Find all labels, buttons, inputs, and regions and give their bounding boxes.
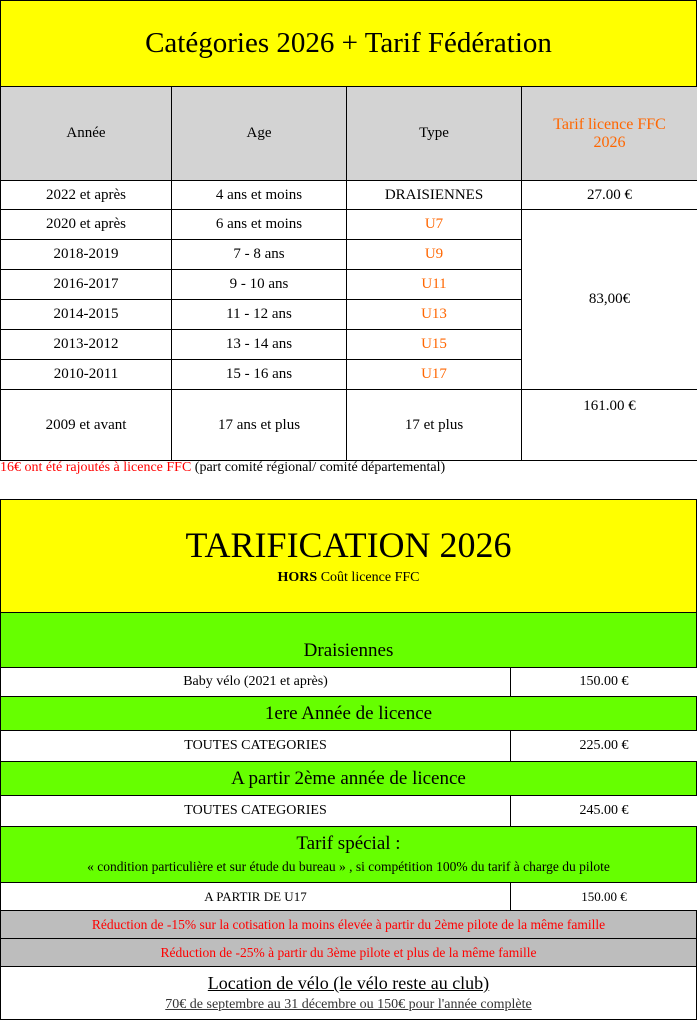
cell-type: U13 [347,300,522,330]
second-year-label: TOUTES CATEGORIES [1,796,511,827]
cell-age: 15 - 16 ans [172,360,347,390]
cell-type: DRAISIENNES [347,181,522,210]
cell-age: 11 - 12 ans [172,300,347,330]
table-row [1,210,697,240]
cell-type: 17 et plus [347,390,522,461]
cell-type: U11 [347,270,522,300]
cell-annee: 2020 et après [1,210,172,240]
ffc-note-black: (part comité régional/ comité départemental) [191,460,446,475]
first-year-heading: 1ere Année de licence [0,696,697,731]
table-row [1,390,697,461]
categories-table [0,86,697,461]
tarification-title-banner [0,499,697,613]
ffc-note [0,460,697,480]
special-heading: Tarif spécial : [296,833,401,854]
second-year-row [0,795,697,827]
cell-tarif: 161.00 € [522,390,697,461]
special-condition: « condition particulière et sur étude du bureau » , si compétition 100% du tarif à charge du pilote [87,859,610,874]
location-title: Location de vélo (le vélo reste au club) [207,973,490,993]
special-row [0,882,697,911]
special-heading-block [0,826,697,883]
reduction-15-banner: Réduction de -15% sur la cotisation la moins élevée à partir du 2ème pilote de la même famille [0,910,697,939]
cell-type: U15 [347,330,522,360]
table-row [1,181,697,210]
cell-annee: 2009 et avant [1,390,172,461]
cell-type: U7 [347,210,522,240]
cell-age: 6 ans et moins [172,210,347,240]
cell-annee: 2013-2012 [1,330,172,360]
special-price: 150.00 € [511,883,697,911]
first-year-price: 225.00 € [511,731,697,762]
cell-age: 7 - 8 ans [172,240,347,270]
baby-price: 150.00 € [511,668,697,697]
cell-annee: 2016-2017 [1,270,172,300]
subtitle-bold: HORS [277,570,318,585]
first-year-label: TOUTES CATEGORIES [1,731,511,762]
cell-age: 9 - 10 ans [172,270,347,300]
tarification-title: TARIFICATION 2026 [185,525,512,565]
header-type: Type [347,87,522,181]
baby-label: Baby vélo (2021 et après) [1,668,511,697]
cell-annee: 2010-2011 [1,360,172,390]
special-label: A PARTIR DE U17 [1,883,511,911]
categories-header-row [1,87,697,181]
header-age: Age [172,87,347,181]
cell-tarif: 27.00 € [522,181,697,210]
second-year-heading: A partir 2ème année de licence [0,761,697,796]
cell-annee: 2018-2019 [1,240,172,270]
cell-type: U9 [347,240,522,270]
draisiennes-heading: Draisiennes [303,640,394,661]
baby-row [0,667,697,697]
ffc-note-red: 16€ ont été rajoutés à licence FFC [0,460,192,475]
reduction-25-banner: Réduction de -25% à partir du 3ème pilote et plus de la même famille [0,938,697,967]
cell-type: U17 [347,360,522,390]
header-annee: Année [1,87,172,181]
categories-title-banner [0,0,697,87]
cell-annee: 2014-2015 [1,300,172,330]
header-tarif: Tarif licence FFC 2026 [522,87,697,181]
first-year-row [0,730,697,762]
cell-age: 4 ans et moins [172,181,347,210]
subtitle-rest: Coût licence FFC [317,570,420,585]
draisiennes-heading-block [0,612,697,668]
categories-title: Catégories 2026 + Tarif Fédération [145,27,552,59]
location-detail: 70€ de septembre au 31 décembre ou 150€ pour l'année complète [165,997,532,1012]
cell-tarif-merged: 83,00€ [522,210,697,390]
cell-annee: 2022 et après [1,181,172,210]
cell-age: 13 - 14 ans [172,330,347,360]
cell-age: 17 ans et plus [172,390,347,461]
second-year-price: 245.00 € [511,796,697,827]
tarification-subtitle [1,570,696,586]
location-block [0,966,697,1020]
